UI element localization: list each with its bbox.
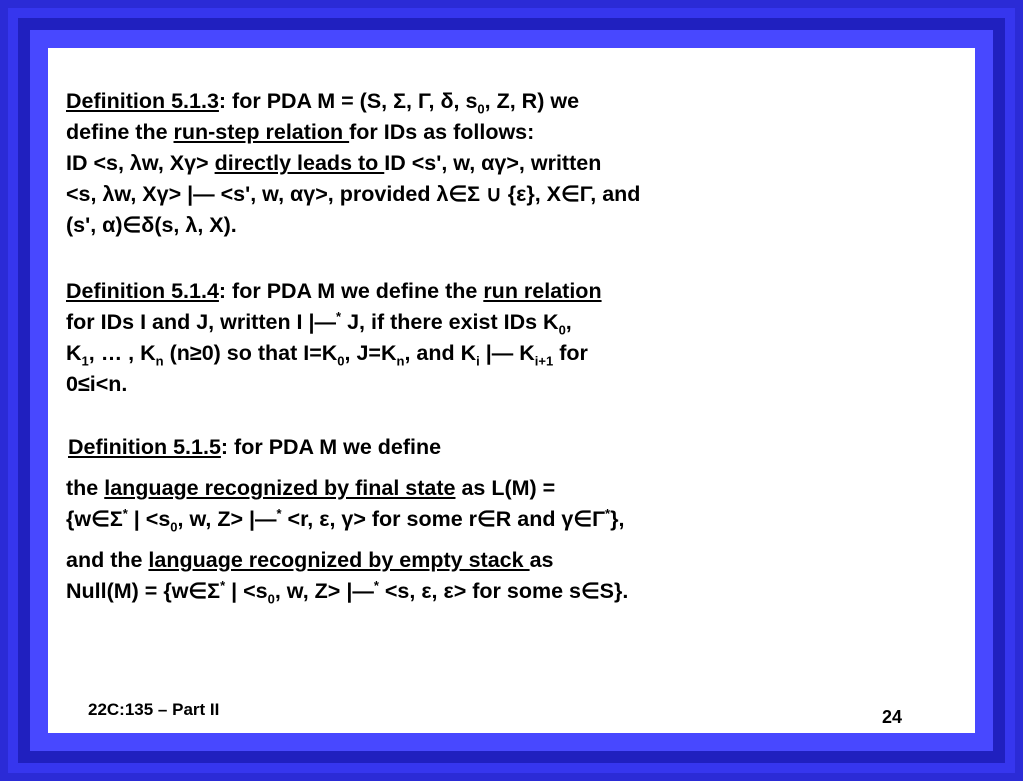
definition-5-1-5 (66, 432, 628, 607)
def514-line-2: for IDs I and J, written I |—* J, if there exist IDs $K_0$, (66, 308, 572, 338)
def513-line-1: Definition 5.1.3: for PDA M = (S, Σ, Γ, δ, $s_0$, Z, R) we (66, 89, 580, 117)
def515-line-2: the language recognized by final state as L(M) = (66, 476, 556, 500)
definition-5-1-4 (66, 276, 602, 400)
def513-line-3: ID <s, λw, Xγ> directly leads to ID <s', w, αγ>, written (66, 151, 602, 175)
footer-course-label: 22C:135 – Part II (88, 700, 220, 719)
def513-line-5: (s', α)∈δ(s, λ, X). (66, 213, 237, 237)
def515-line-5: Null(M) = {w∈Σ* | $<s_0$, w, Z> |—* <s, ε, ε> for some s∈S}. (66, 577, 629, 607)
def514-line-4: 0≤i<n. (66, 372, 128, 396)
def515-line-3: {w∈Σ* | $<s_0$, w, Z> |—* <r, ε, γ> for some r∈R and γ∈Γ*}, (66, 505, 625, 535)
slide-content (48, 48, 975, 733)
def514-line-3: $K_1$, … , $K_n$ (n≥0) so that $I=K_0$, $J=K_n$, and $K_i$ |— $K_{i+1}$ for (66, 341, 588, 369)
def514-line-1: Definition 5.1.4: for PDA M we define the run relation (66, 279, 602, 303)
definition-5-1-3 (66, 86, 640, 241)
def513-line-4: <s, λw, Xγ> |— <s', w, αγ>, provided λ∈Σ ∪ {ε}, X∈Γ, and (66, 182, 641, 206)
def513-line-2: define the run-step relation for IDs as follows: (66, 120, 535, 144)
def515-line-1: Definition 5.1.5: for PDA M we define (68, 435, 442, 459)
def515-line-4: and the language recognized by empty stack as (66, 548, 554, 572)
slide-page-number: 24 (882, 707, 903, 727)
